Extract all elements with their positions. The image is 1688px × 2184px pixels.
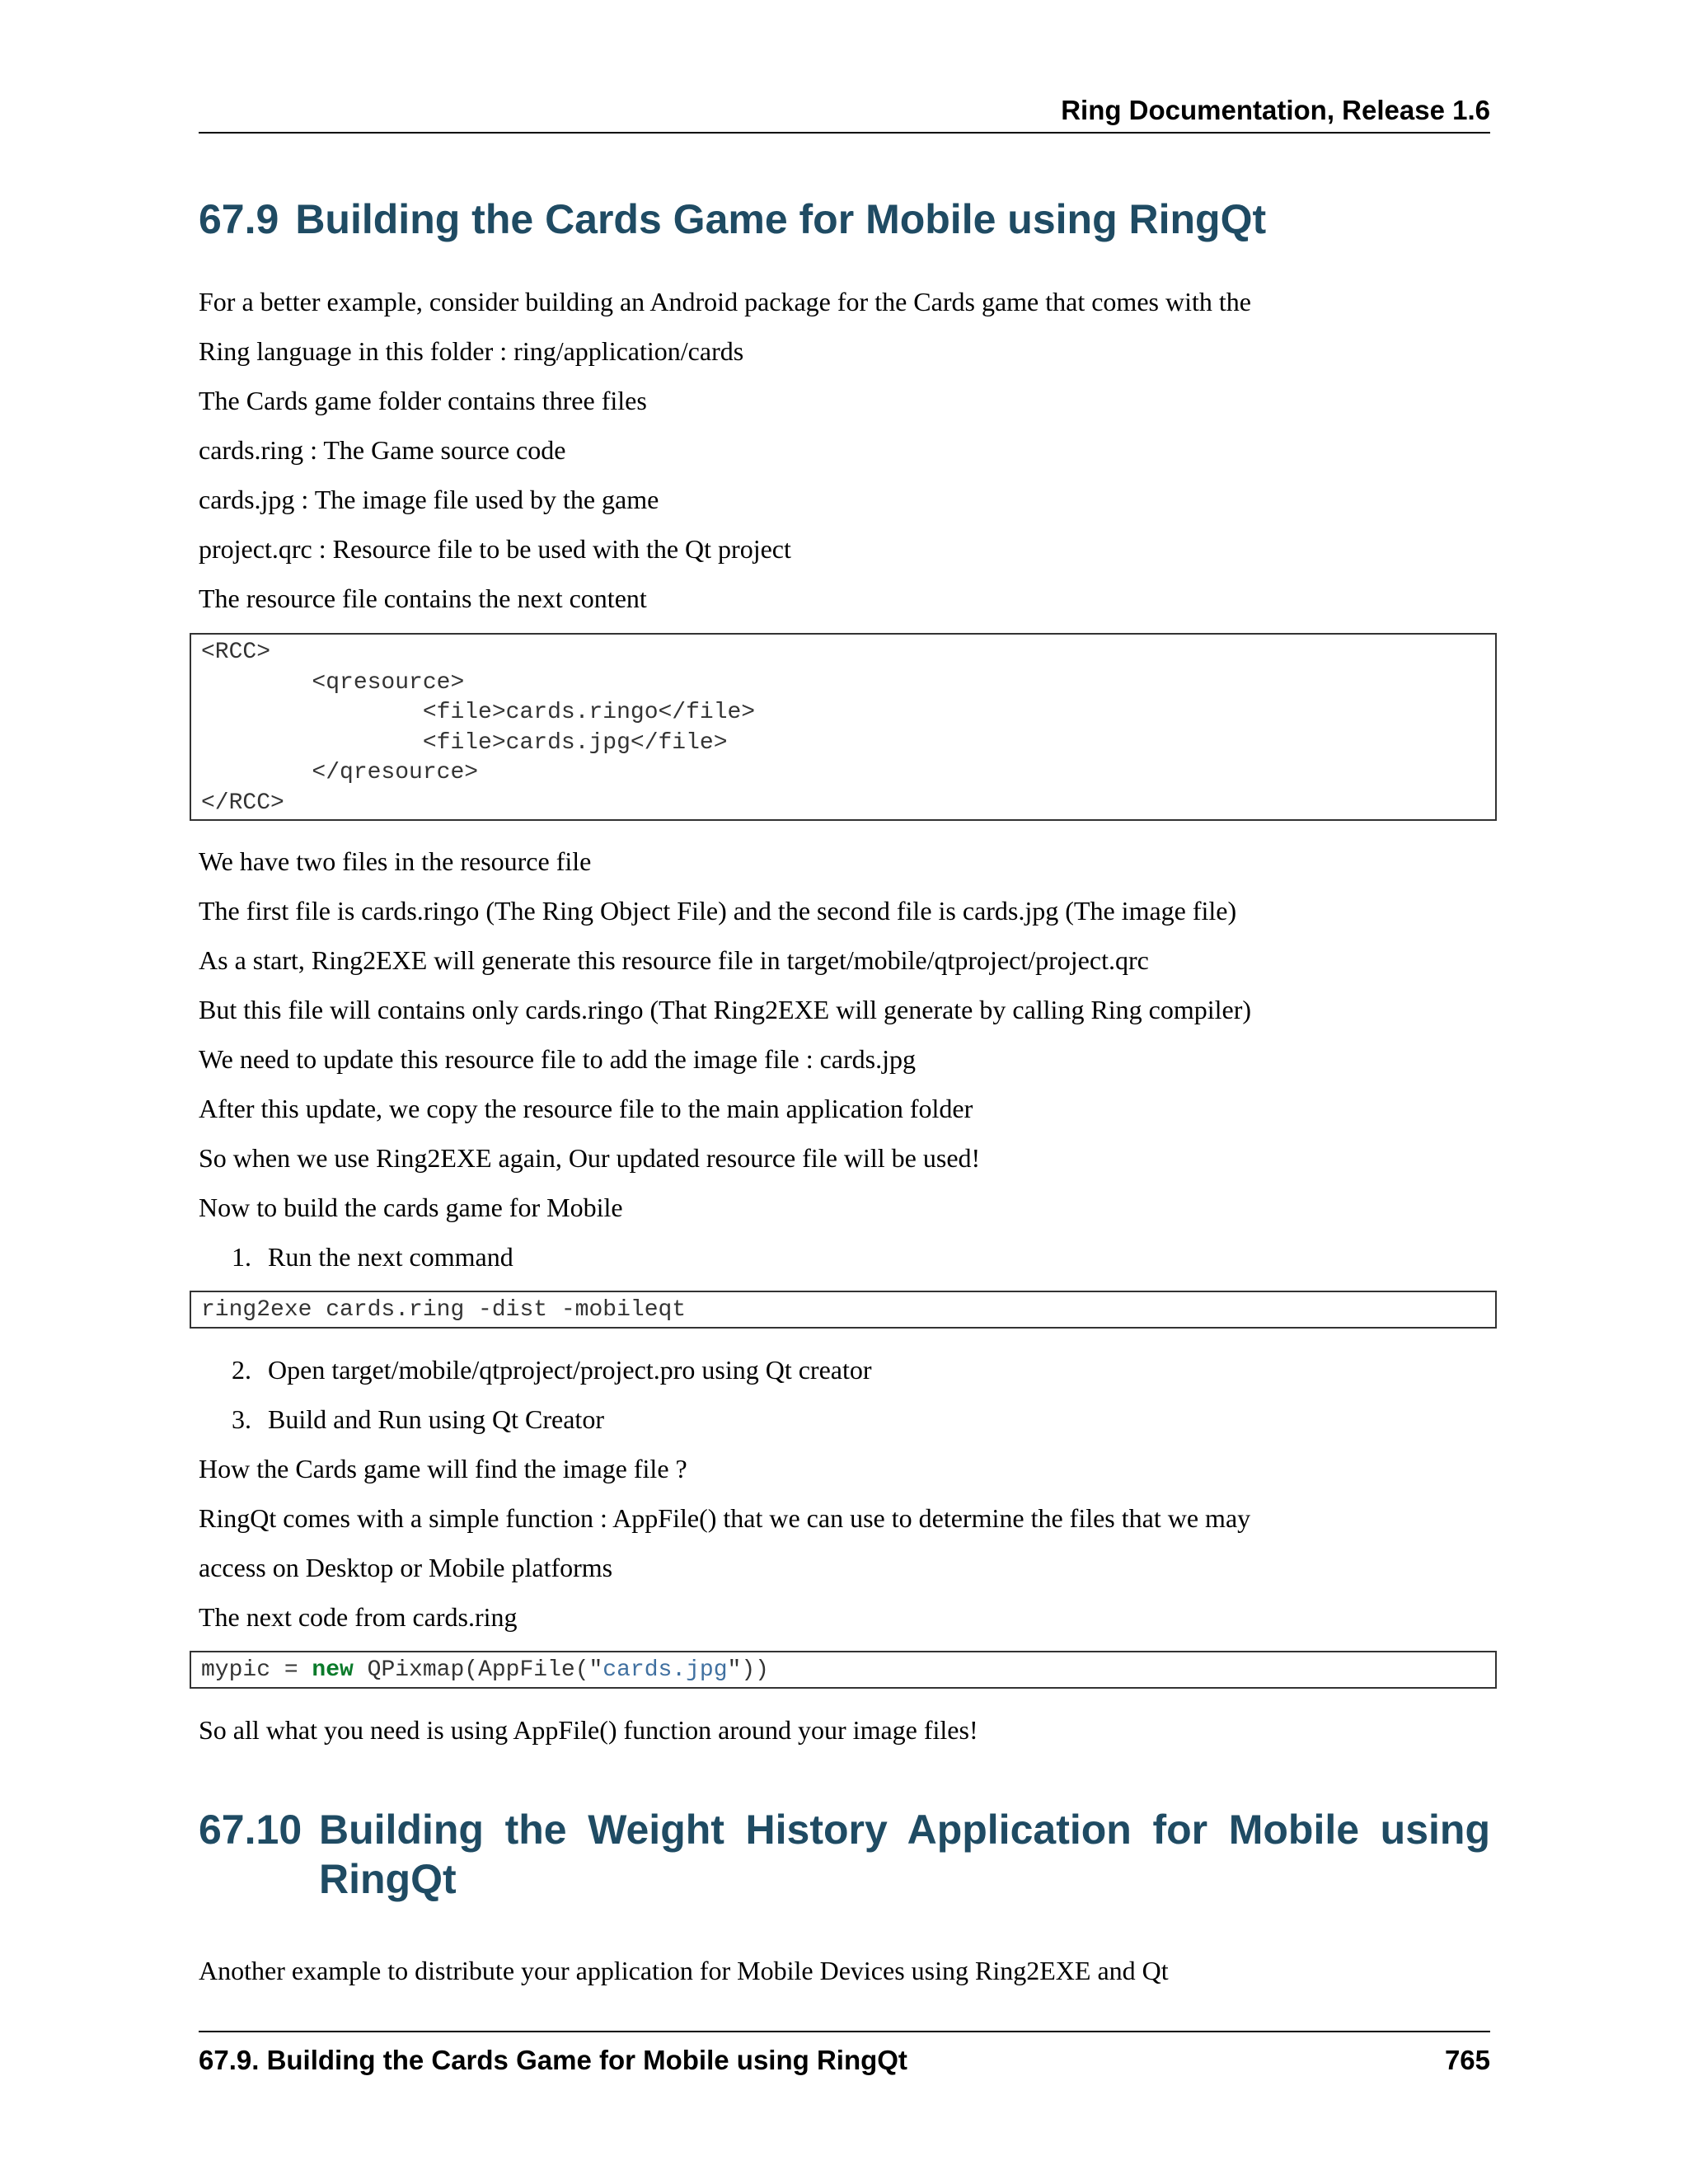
code-string: cards.jpg	[603, 1657, 728, 1683]
paragraph: The next code from cards.ring	[199, 1602, 518, 1632]
paragraph: cards.jpg : The image file used by the game	[199, 485, 659, 514]
paragraph: So when we use Ring2EXE again, Our updated resource file will be used!	[199, 1143, 981, 1173]
section-heading-67-9	[199, 194, 1490, 244]
paragraph: project.qrc : Resource file to be used with the Qt project	[199, 534, 791, 564]
code-line: <RCC>	[201, 640, 271, 665]
code-text: mypic =	[201, 1657, 312, 1683]
paragraph: How the Cards game will find the image file ?	[199, 1454, 687, 1483]
paragraph: We need to update this resource file to add the image file : cards.jpg	[199, 1044, 916, 1074]
code-text: QPixmap(AppFile("	[353, 1657, 603, 1683]
section-number: 67.10	[199, 1807, 302, 1853]
paragraph: The Cards game folder contains three files	[199, 386, 647, 415]
code-text: "))	[727, 1657, 769, 1683]
section-heading-67-10	[199, 1805, 1490, 1904]
section-title: Building the Weight History Application for Mobile using RingQt	[319, 1807, 1490, 1902]
section-title: Building the Cards Game for Mobile using RingQt	[295, 196, 1267, 242]
list-item-text: Open target/mobile/qtproject/project.pro using Qt creator	[268, 1355, 872, 1385]
paragraph: We have two files in the resource file	[199, 846, 592, 876]
paragraph: As a start, Ring2EXE will generate this resource file in target/mobile/qtproject/project.qrc	[199, 945, 1149, 975]
paragraph: cards.ring : The Game source code	[199, 435, 566, 465]
list-item-step-1	[232, 1240, 513, 1273]
paragraph: RingQt comes with a simple function : AppFile() that we can use to determine the files that we may	[199, 1503, 1251, 1533]
list-item-step-3	[232, 1403, 604, 1436]
list-item-step-2	[232, 1353, 872, 1386]
list-marker: 1.	[232, 1242, 251, 1272]
code-line: </qresource>	[201, 760, 479, 785]
paragraph: The resource file contains the next content	[199, 583, 647, 613]
code-line: <qresource>	[201, 669, 465, 696]
paragraph: Ring language in this folder : ring/application/cards	[199, 336, 744, 366]
paragraph: After this update, we copy the resource file to the main application folder	[199, 1094, 973, 1123]
code-line: </RCC>	[201, 790, 284, 816]
list-marker: 3.	[232, 1404, 251, 1434]
running-footer	[199, 2031, 1490, 2079]
paragraph: So all what you need is using AppFile() function around your image files!	[199, 1715, 978, 1745]
paragraph: Now to build the cards game for Mobile	[199, 1193, 623, 1222]
document-page	[199, 0, 1490, 2184]
list-item-text: Run the next command	[268, 1242, 513, 1272]
code-block-qrc	[190, 633, 1497, 821]
list-marker: 2.	[232, 1355, 251, 1385]
paragraph: For a better example, consider building an Android package for the Cards game that comes with the	[199, 287, 1251, 316]
list-item-text: Build and Run using Qt Creator	[268, 1404, 604, 1434]
code-line: <file>cards.jpg</file>	[201, 729, 728, 756]
paragraph: The first file is cards.ringo (The Ring Object File) and the second file is cards.jpg (The image file)	[199, 896, 1237, 926]
footer-section-title: 67.9. Building the Cards Game for Mobile using RingQt	[199, 2045, 907, 2075]
section-number: 67.9	[199, 196, 279, 242]
code-line: <file>cards.ringo</file>	[201, 700, 756, 725]
code-block-command	[190, 1291, 1497, 1329]
paragraph: Another example to distribute your application for Mobile Devices using Ring2EXE and Qt	[199, 1956, 1169, 1985]
running-header: Ring Documentation, Release 1.6	[199, 92, 1490, 134]
page-number: 765	[1444, 2045, 1490, 2075]
code-block-appfile	[190, 1651, 1497, 1689]
paragraph: But this file will contains only cards.ringo (That Ring2EXE will generate by calling Ring compiler)	[199, 995, 1252, 1024]
paragraph: access on Desktop or Mobile platforms	[199, 1553, 613, 1582]
code-keyword: new	[312, 1657, 354, 1683]
code-line: ring2exe cards.ring -dist -mobileqt	[201, 1297, 687, 1323]
